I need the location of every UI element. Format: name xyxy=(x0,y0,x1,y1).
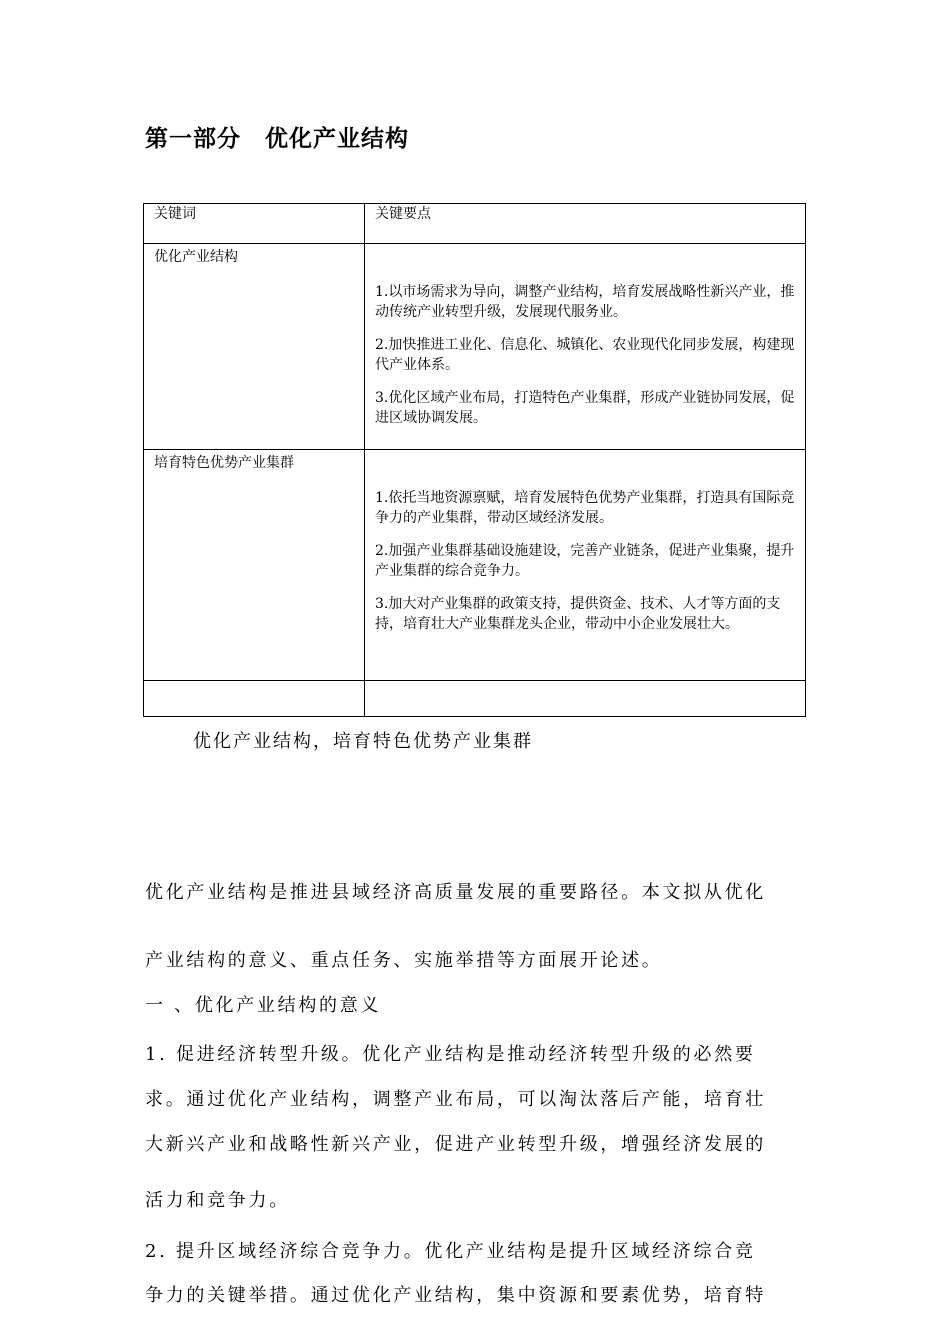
empty-cell xyxy=(365,681,806,717)
body-text-line: 2. 提升区域经济综合竞争力。优化产业结构是提升区域经济综合竞 xyxy=(145,1241,756,1262)
section-heading: 一 、优化产业结构的意义 xyxy=(145,995,382,1016)
keyword-text: 优化产业结构 xyxy=(154,249,238,265)
table-row xyxy=(144,244,806,450)
body-text-line: 优化产业结构是推进县域经济高质量发展的重要路径。本文拟从优化 xyxy=(145,882,766,903)
key-point: 2.加强产业集群基础设施建设，完善产业链条，促进产业集聚，提升产业集群的综合竞争力。 xyxy=(375,543,795,579)
table-row xyxy=(144,450,806,681)
key-point: 3.加大对产业集群的政策支持，提供资金、技术、人才等方面的支持，培育壮大产业集群龙头企业，带动中小企业发展壮大。 xyxy=(375,596,781,632)
points-cell xyxy=(365,244,806,450)
header-keyword: 关键词 xyxy=(144,204,365,244)
body-text-line: 争力的关键举措。通过优化产业结构，集中资源和要素优势，培育特 xyxy=(145,1285,766,1306)
key-point: 2.加快推进工业化、信息化、城镇化、农业现代化同步发展，构建现代产业体系。 xyxy=(375,337,795,373)
table-header-row xyxy=(144,204,806,244)
body-text-line: 大新兴产业和战略性新兴产业，促进产业转型升级，增强经济发展的 xyxy=(145,1134,766,1155)
body-text-line: 产业结构的意义、重点任务、实施举措等方面展开论述。 xyxy=(145,950,663,971)
keyword-cell xyxy=(144,450,365,681)
keyword-cell xyxy=(144,244,365,450)
table-row-empty xyxy=(144,681,806,717)
page-title: 第一部分 优化产业结构 xyxy=(145,125,409,152)
key-point: 1.以市场需求为导向，调整产业结构，培育发展战略性新兴产业，推动传统产业转型升级，发展现代服务业。 xyxy=(375,284,795,320)
table-caption: 优化产业结构，培育特色优势产业集群 xyxy=(193,731,533,752)
keyword-table xyxy=(143,203,806,717)
body-text-line: 1. 促进经济转型升级。优化产业结构是推动经济转型升级的必然要 xyxy=(145,1044,756,1065)
key-point: 1.依托当地资源禀赋，培育发展特色优势产业集群，打造具有国际竞争力的产业集群，带动区域经济发展。 xyxy=(375,490,795,526)
keyword-text: 培育特色优势产业集群 xyxy=(154,455,294,471)
body-text-line: 活力和竞争力。 xyxy=(145,1190,290,1211)
key-point: 3.优化区域产业布局，打造特色产业集群，形成产业链协同发展，促进区域协调发展。 xyxy=(375,390,795,426)
header-key-points: 关键要点 xyxy=(365,204,806,244)
empty-cell xyxy=(144,681,365,717)
body-text-line: 求。通过优化产业结构，调整产业布局，可以淘汰落后产能，培育壮 xyxy=(145,1089,766,1110)
points-cell xyxy=(365,450,806,681)
